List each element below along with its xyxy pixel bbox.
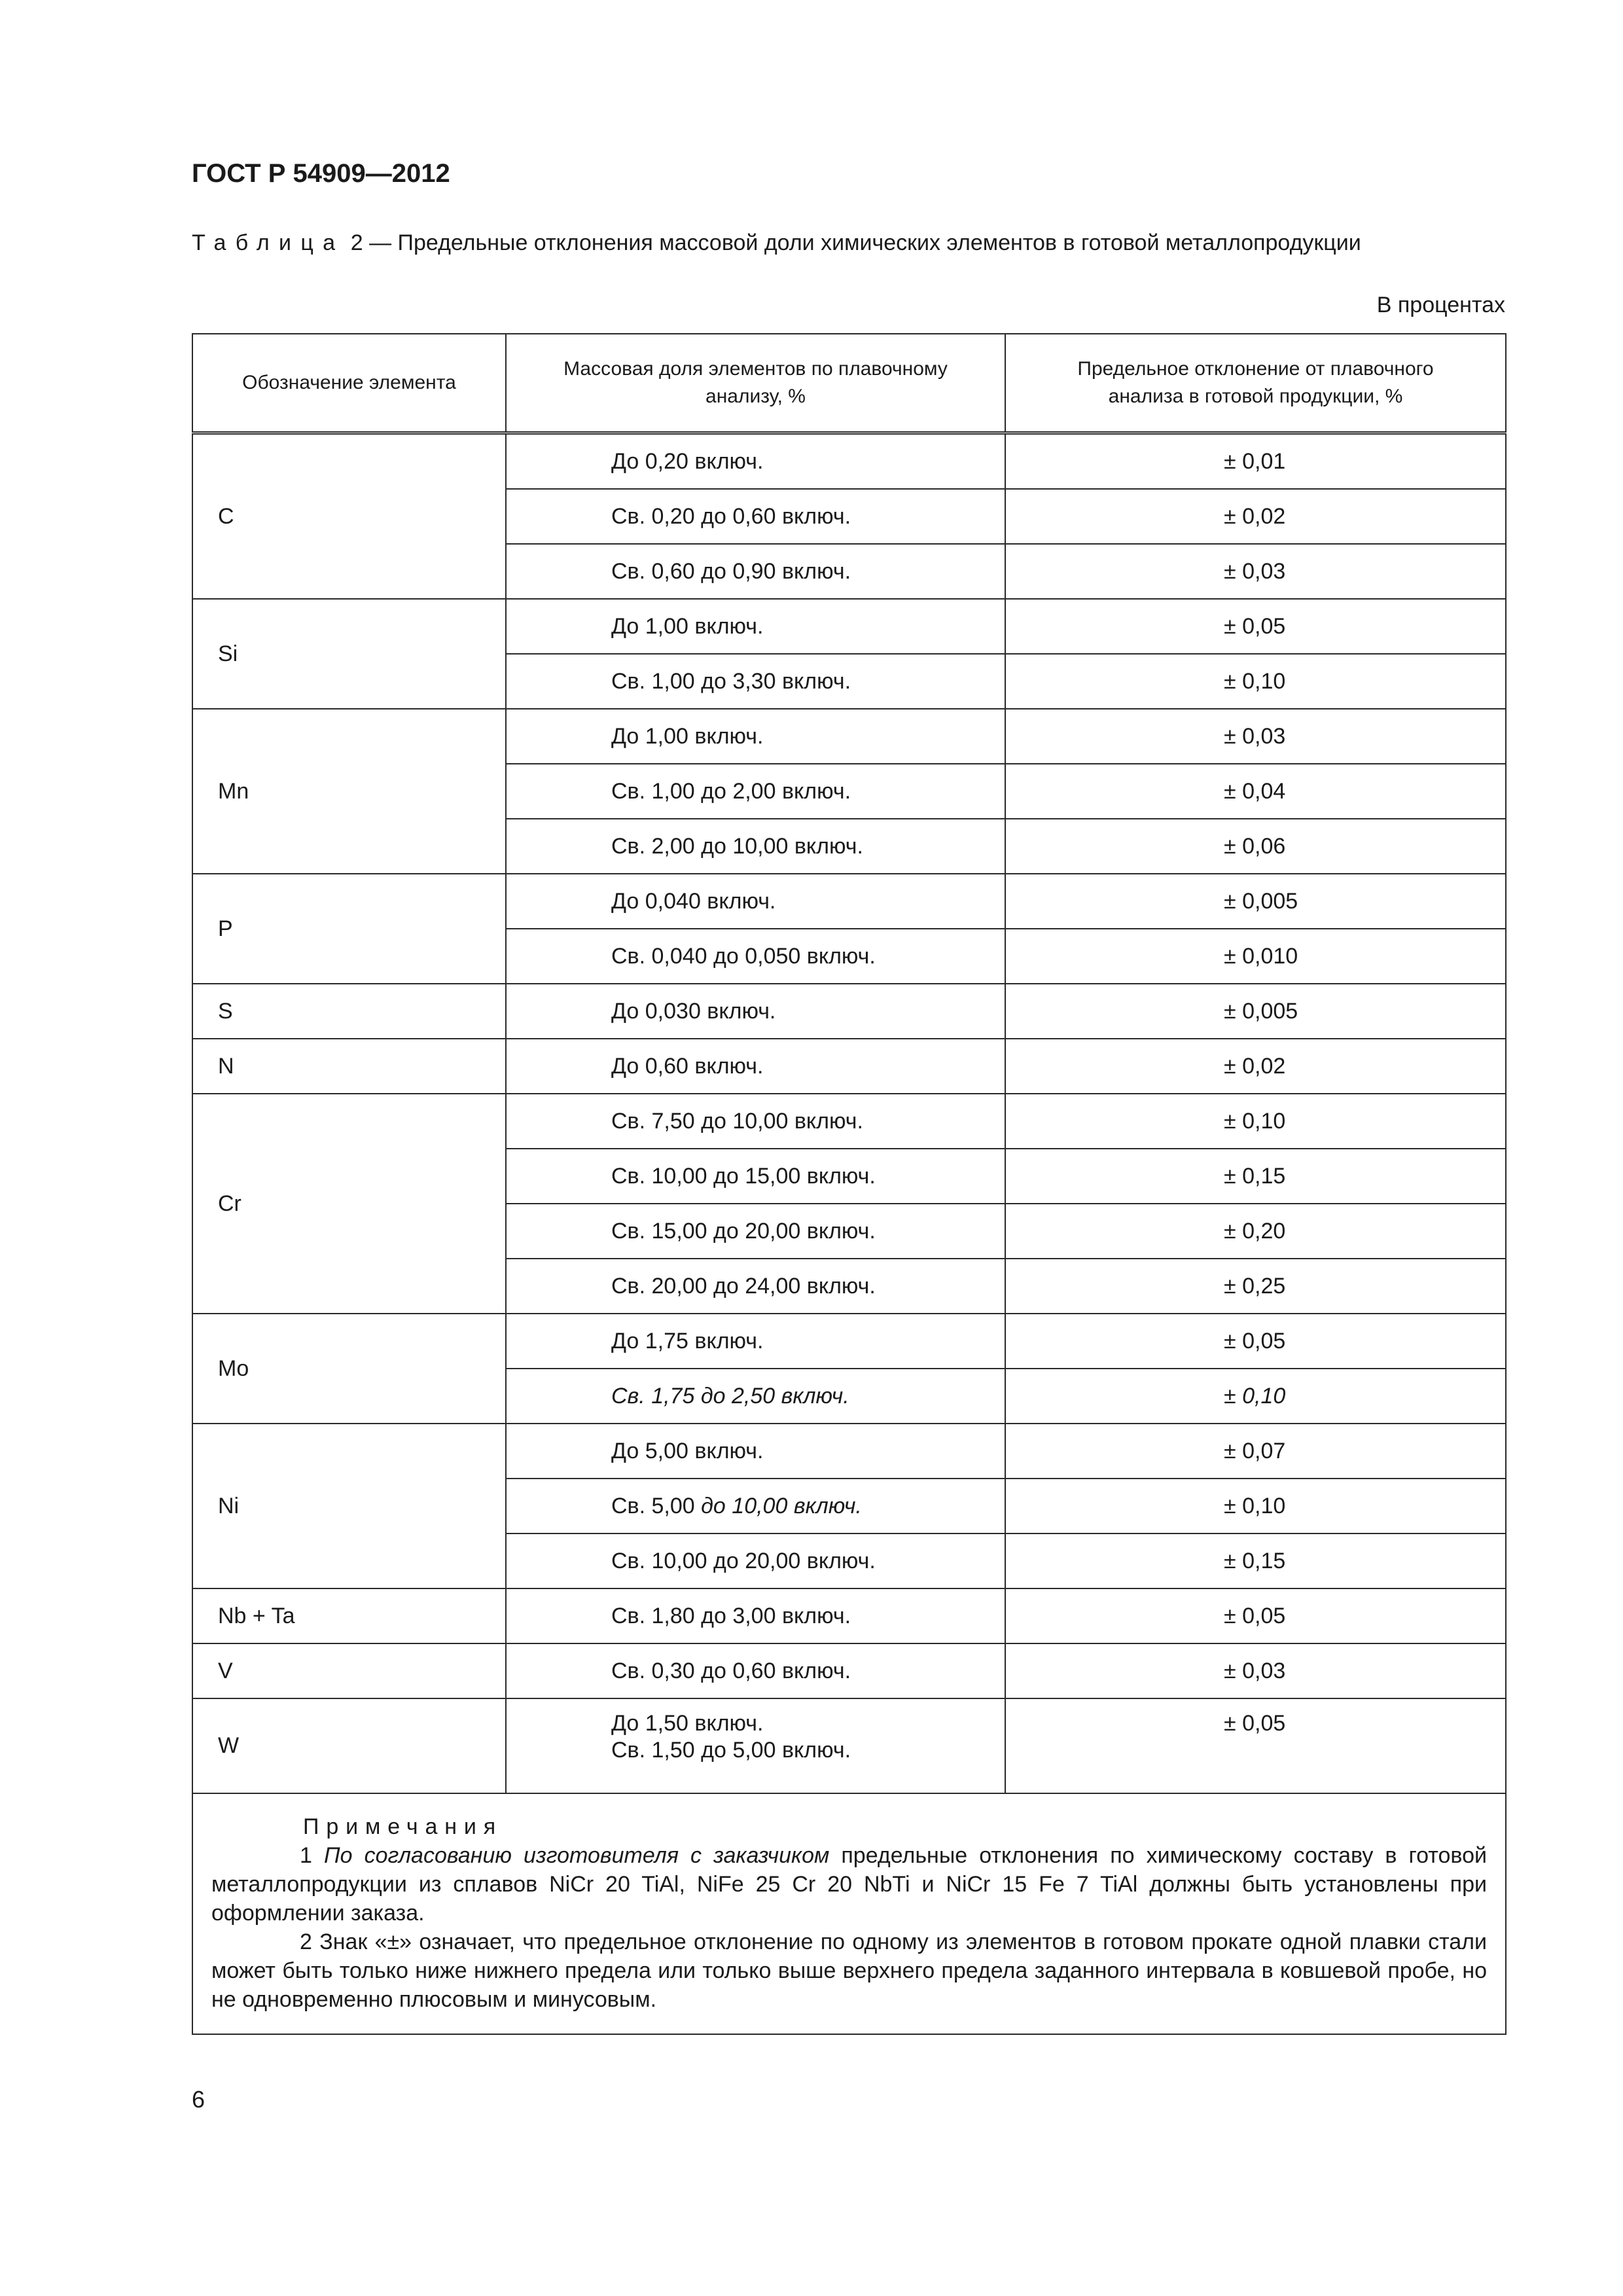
deviation-cell: ± 0,04 [1005,764,1506,819]
element-cell: Ni [192,1424,506,1588]
range-cell: До 1,00 включ. [506,709,1005,764]
range-part: Св. 5,00 [611,1493,695,1518]
deviation-cell: ± 0,05 [1005,1698,1506,1793]
deviation-cell: ± 0,10 [1005,654,1506,709]
range-part-italic: до 10,00 включ. [701,1493,862,1518]
table-row [192,1314,1506,1369]
range-cell: До 0,60 включ. [506,1039,1005,1094]
range-cell: До 0,030 включ. [506,984,1005,1039]
standard-code: ГОСТ Р 54909—2012 [192,159,450,188]
deviation-cell: ± 0,10 [1005,1369,1506,1424]
range-cell: До 1,00 включ. [506,599,1005,654]
range-cell: До 0,20 включ. [506,433,1005,490]
table-row [192,709,1506,764]
deviation-cell: ± 0,25 [1005,1259,1506,1314]
element-cell: Mn [192,709,506,874]
range-cell: Св. 1,00 до 2,00 включ. [506,764,1005,819]
element-cell: Cr [192,1094,506,1314]
header-deviation: Предельное отклонение от плавочного анализа в готовой продукции, % [1005,334,1506,433]
deviation-cell: ± 0,05 [1005,1314,1506,1369]
header-element: Обозначение элемента [192,334,506,433]
range-cell: Св. 7,50 до 10,00 включ. [506,1094,1005,1149]
deviation-cell: ± 0,010 [1005,929,1506,984]
deviation-cell: ± 0,02 [1005,489,1506,544]
table-header-row [192,334,1506,433]
deviation-cell: ± 0,03 [1005,544,1506,599]
range-cell: Св. 0,040 до 0,050 включ. [506,929,1005,984]
range-cell [506,1698,1005,1793]
element-cell: Si [192,599,506,709]
range-cell [506,1479,1005,1534]
deviation-table [192,333,1507,2035]
deviation-cell: ± 0,10 [1005,1094,1506,1149]
deviation-cell: ± 0,005 [1005,874,1506,929]
header-mass-fraction: Массовая доля элементов по плавочному анализу, % [506,334,1005,433]
caption-number: 2 [350,230,363,255]
table-caption [192,230,1361,256]
deviation-cell: ± 0,03 [1005,709,1506,764]
table-row [192,1588,1506,1643]
element-cell: N [192,1039,506,1094]
table-row [192,599,1506,654]
notes-title: Примечания [303,1814,503,1839]
note-1-italic: По согласованию изготовителя с заказчиком [323,1843,830,1868]
element-cell: W [192,1698,506,1793]
table-row [192,433,1506,490]
element-cell: P [192,874,506,984]
note-2-text: Знак «±» означает, что предельное отклонение по одному из элементов в готовом прокате одной плавки стали может быть только ниже нижнего предела или только выше верхнего предела заданного интервала в ковшевой пробе, но не одновременно плюсовым и минусовым. [211,1929,1487,2012]
table-row [192,1094,1506,1149]
notes-row [192,1793,1506,2034]
deviation-cell: ± 0,02 [1005,1039,1506,1094]
element-cell: V [192,1643,506,1698]
deviation-cell: ± 0,15 [1005,1149,1506,1204]
deviation-cell: ± 0,01 [1005,433,1506,490]
table-row [192,1424,1506,1479]
element-cell: S [192,984,506,1039]
deviation-cell: ± 0,05 [1005,599,1506,654]
deviation-cell: ± 0,06 [1005,819,1506,874]
units-label: В процентах [1376,293,1505,317]
deviation-cell: ± 0,10 [1005,1479,1506,1534]
element-cell: Nb + Ta [192,1588,506,1643]
page-number: 6 [192,2086,205,2113]
table-row [192,1039,1506,1094]
note-2-number: 2 [300,1929,312,1954]
deviation-cell: ± 0,03 [1005,1643,1506,1698]
deviation-cell: ± 0,005 [1005,984,1506,1039]
range-cell: Св. 10,00 до 15,00 включ. [506,1149,1005,1204]
range-cell: Св. 1,80 до 3,00 включ. [506,1588,1005,1643]
deviation-cell: ± 0,15 [1005,1534,1506,1588]
note-1 [211,1841,1487,1928]
range-cell: Св. 0,20 до 0,60 включ. [506,489,1005,544]
range-cell: До 1,75 включ. [506,1314,1005,1369]
deviation-cell: ± 0,07 [1005,1424,1506,1479]
deviation-cell: ± 0,05 [1005,1588,1506,1643]
note-2 [211,1928,1487,2014]
caption-label: Таблица [192,230,345,255]
range-cell: Св. 0,60 до 0,90 включ. [506,544,1005,599]
range-cell: Св. 15,00 до 20,00 включ. [506,1204,1005,1259]
deviation-cell: ± 0,20 [1005,1204,1506,1259]
table-row [192,874,1506,929]
range-cell: Св. 0,30 до 0,60 включ. [506,1643,1005,1698]
range-cell: До 0,040 включ. [506,874,1005,929]
table-row [192,1698,1506,1793]
notes-cell [192,1793,1506,2034]
range-cell: Св. 1,75 до 2,50 включ. [506,1369,1005,1424]
range-cell: Св. 1,00 до 3,30 включ. [506,654,1005,709]
element-cell: Mo [192,1314,506,1424]
element-cell: C [192,433,506,600]
range-line: До 1,50 включ. [611,1711,764,1736]
range-cell: Св. 10,00 до 20,00 включ. [506,1534,1005,1588]
caption-text: — Предельные отклонения массовой доли химических элементов в готовой металлопродукции [369,230,1361,255]
range-cell: Св. 2,00 до 10,00 включ. [506,819,1005,874]
range-line: Св. 1,50 до 5,00 включ. [611,1738,851,1763]
table-row [192,1643,1506,1698]
note-1-text: предельные отклонения по химическому составу в готовой металлопродукции из сплавов NiCr 20 TiAl, NiFe 25 Cr 20 NbTi и NiCr 15 Fe 7 TiAl должны быть установлены при оформлении заказа. [211,1843,1487,1926]
range-cell: До 5,00 включ. [506,1424,1005,1479]
table-row [192,984,1506,1039]
note-1-number: 1 [300,1843,312,1868]
range-cell: Св. 20,00 до 24,00 включ. [506,1259,1005,1314]
